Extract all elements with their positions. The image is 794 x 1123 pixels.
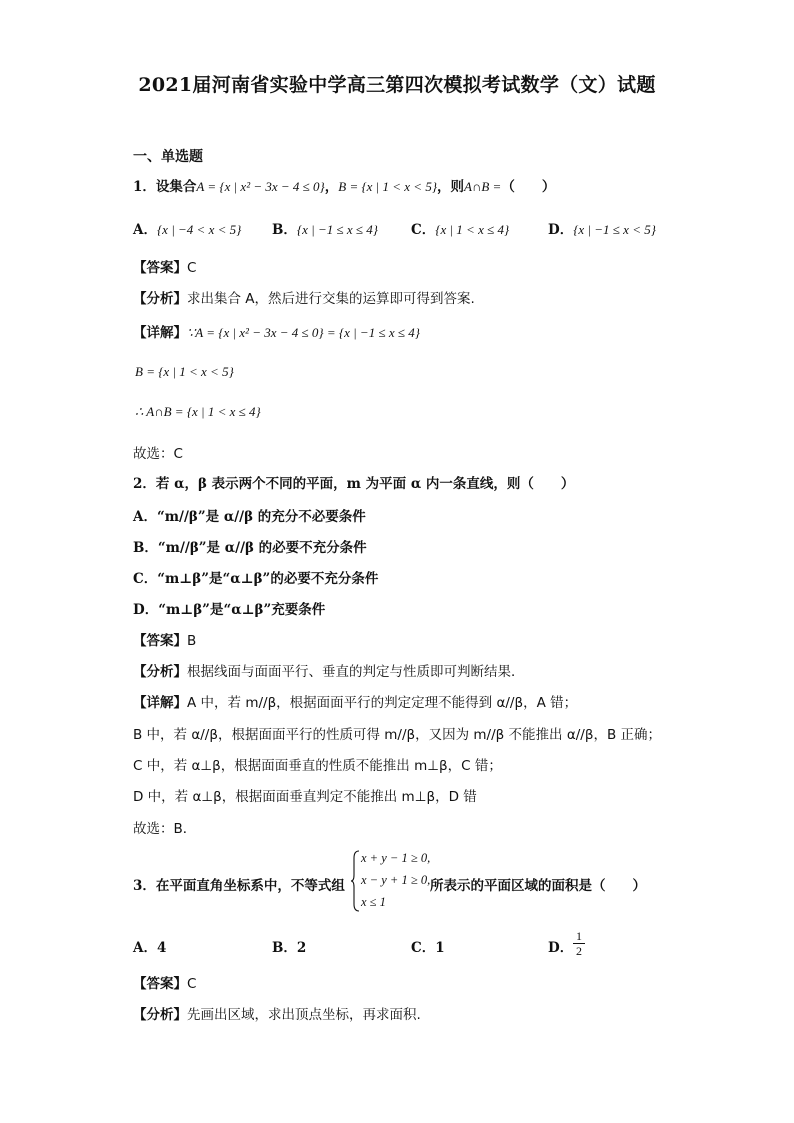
q2-option-c[interactable]: C．“m⊥β”是“α⊥β”的必要不充分条件 bbox=[133, 571, 379, 587]
question-3-stem-left: 3．在平面直角坐标系中，不等式组 bbox=[133, 878, 345, 894]
q1-expr: A∩B = bbox=[464, 179, 502, 194]
option-label: A． bbox=[133, 940, 157, 956]
detail-math: B = {x | 1 < x < 5} bbox=[135, 364, 234, 379]
q2-option-d[interactable]: D．“m⊥β”是“α⊥β”充要条件 bbox=[133, 602, 326, 618]
q2-detail-line-4: D 中，若 α⊥β，根据面面垂直判定不能推出 m⊥β，D 错 bbox=[133, 789, 477, 805]
analysis-tag: 【分析】 bbox=[133, 664, 187, 680]
option-label: D． bbox=[548, 940, 574, 956]
analysis-tag: 【分析】 bbox=[133, 1007, 187, 1023]
option-value: 1 bbox=[435, 940, 445, 956]
q1-option-b[interactable] bbox=[272, 218, 378, 238]
inequality-2: x − y + 1 ≥ 0, bbox=[361, 873, 431, 887]
answer-tag: 【答案】 bbox=[133, 976, 187, 992]
answer-value: B bbox=[187, 633, 197, 649]
option-value: {x | −1 ≤ x ≤ 4} bbox=[296, 222, 378, 237]
analysis-text: 根据线面与面面平行、垂直的判定与性质即可判断结果． bbox=[187, 664, 525, 680]
q3-answer bbox=[133, 972, 196, 992]
q1-conclusion: 故选：C bbox=[133, 446, 183, 462]
answer-value: C bbox=[187, 976, 197, 992]
q1-ask: ，则 bbox=[437, 179, 465, 195]
q2-detail-line-2: B 中，若 α//β，根据面面平行的性质可得 m//β，又因为 m//β 不能推出 α//β，B 正确； bbox=[133, 727, 662, 743]
analysis-text: 先画出区域，求出顶点坐标，再求面积. bbox=[187, 1007, 421, 1023]
option-label: C． bbox=[411, 940, 436, 956]
analysis-tag: 【分析】 bbox=[133, 291, 187, 307]
q1-stem-text: 1．设集合 bbox=[133, 179, 197, 195]
q1-option-a[interactable] bbox=[133, 218, 241, 238]
option-value: 4 bbox=[156, 940, 167, 956]
q1-set-b: B = {x | 1 < x < 5} bbox=[338, 179, 438, 194]
inequality-1: x + y − 1 ≥ 0, bbox=[361, 851, 431, 865]
option-value: 2 bbox=[296, 940, 307, 956]
fraction-numerator: 1 bbox=[576, 929, 582, 943]
q2-option-a[interactable]: A．“m//β”是 α//β 的充分不必要条件 bbox=[133, 509, 366, 525]
question-2-stem: 2．若 α，β 表示两个不同的平面，m 为平面 α 内一条直线，则（ ） bbox=[133, 476, 575, 492]
detail-line-1: A 中，若 m//β，根据面面平行的判定定理不能得到 α//β，A 错； bbox=[187, 695, 578, 711]
option-value: {x | −1 ≤ x < 5} bbox=[573, 222, 656, 237]
q1-detail bbox=[133, 321, 420, 341]
q1-analysis bbox=[133, 287, 475, 307]
q3-option-c[interactable] bbox=[411, 936, 445, 956]
q2-analysis bbox=[133, 660, 525, 680]
question-1-stem bbox=[133, 175, 555, 195]
q1-comma: ， bbox=[324, 179, 339, 195]
q3-analysis bbox=[133, 1003, 421, 1023]
answer-tag: 【答案】 bbox=[133, 260, 187, 276]
section-heading: 一、单选题 bbox=[133, 149, 203, 165]
option-label: C． bbox=[411, 222, 436, 238]
detail-tag: 【详解】 bbox=[133, 695, 187, 711]
q3-option-d[interactable] bbox=[548, 936, 573, 956]
q1-set-a: A = {x | x² − 3x − 4 ≤ 0} bbox=[196, 179, 325, 194]
fraction-denominator: 2 bbox=[576, 944, 582, 958]
q1-detail-line-3 bbox=[135, 404, 261, 420]
q1-detail-line-2 bbox=[135, 364, 234, 380]
q1-paren: （ ） bbox=[501, 179, 556, 195]
option-label: B． bbox=[272, 222, 297, 238]
inequality-3: x ≤ 1 bbox=[361, 895, 386, 909]
q2-option-b[interactable]: B．“m//β”是 α//β 的必要不充分条件 bbox=[133, 540, 367, 556]
detail-line-1: ∵A = {x | x² − 3x − 4 ≤ 0} = {x | −1 ≤ x ≤ 4} bbox=[187, 325, 420, 340]
option-label: A． bbox=[133, 222, 157, 238]
q1-option-c[interactable] bbox=[411, 218, 509, 238]
q1-option-d[interactable] bbox=[548, 218, 656, 238]
page-title: 2021届河南省实验中学高三第四次模拟考试数学（文）试题 bbox=[138, 74, 656, 96]
question-3-stem-right: 所表示的平面区域的面积是（ ） bbox=[430, 878, 646, 894]
answer-tag: 【答案】 bbox=[133, 633, 187, 649]
answer-value: C bbox=[187, 260, 197, 276]
system-brace-icon bbox=[351, 850, 361, 912]
option-label: D． bbox=[548, 222, 574, 238]
q3-option-b[interactable] bbox=[272, 936, 306, 956]
option-value: {x | −4 < x < 5} bbox=[156, 222, 242, 237]
q2-answer bbox=[133, 629, 196, 649]
q1-answer bbox=[133, 256, 196, 276]
q2-conclusion: 故选：B． bbox=[133, 821, 197, 837]
q2-detail-line-3: C 中，若 α⊥β，根据面面垂直的性质不能推出 m⊥β，C 错； bbox=[133, 758, 502, 774]
detail-tag: 【详解】 bbox=[133, 325, 187, 341]
analysis-text: 求出集合 A，然后进行交集的运算即可得到答案. bbox=[187, 291, 475, 307]
q3-option-a[interactable] bbox=[133, 936, 166, 956]
q2-detail bbox=[133, 691, 577, 711]
option-value: {x | 1 < x ≤ 4} bbox=[435, 222, 510, 237]
option-label: B． bbox=[272, 940, 297, 956]
detail-math: ∴ A∩B = {x | 1 < x ≤ 4} bbox=[135, 404, 261, 419]
